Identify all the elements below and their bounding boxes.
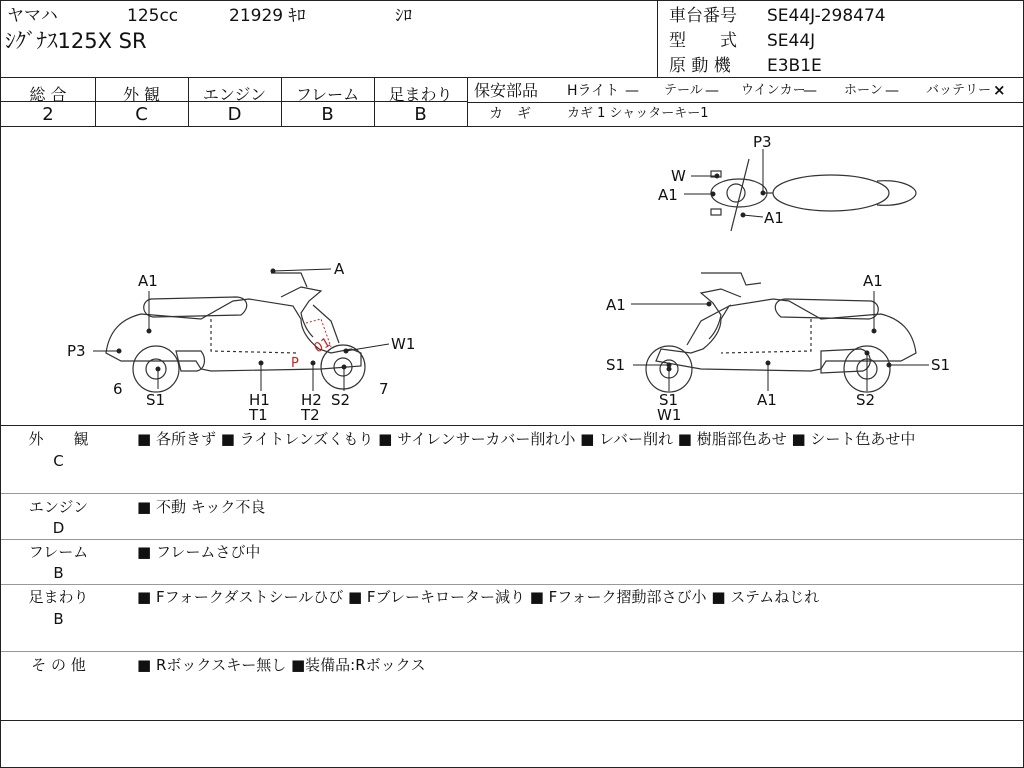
section-grade: B: [53, 610, 64, 628]
type-label: 型 式: [669, 31, 737, 51]
safety-item-tail: テール: [664, 83, 703, 98]
section-text: ■ フレームさび中: [137, 543, 261, 561]
divider: [1, 651, 1023, 652]
safety-item-headlight: Hライト: [567, 83, 620, 99]
grade-title: 外 観: [122, 85, 161, 104]
divider: [1, 77, 1023, 78]
battery-cross-mark: ×: [993, 81, 1006, 99]
damage-diagram: [1, 127, 1023, 425]
safety-label: 保安部品: [474, 81, 539, 100]
label-a1-top-left: A1: [658, 186, 678, 204]
divider: [1, 425, 1023, 426]
label-a1-top-right: A1: [764, 209, 784, 227]
damage-mark-p: P: [291, 356, 299, 371]
label-p3: P3: [67, 342, 86, 360]
section-text: ■ 各所きず ■ ライトレンズくもり ■ サイレンサーカバー削れ小 ■ レバー削れ ■ 樹脂部色あせ ■ シート色あせ中: [137, 430, 916, 448]
section-grade: C: [53, 452, 64, 470]
safety-item-battery: バッテリー: [926, 83, 992, 98]
divider: [1, 539, 1023, 540]
label-s2-right: S2: [856, 391, 876, 409]
label-s1-right-left: S1: [606, 356, 626, 374]
section-text: ■ Fフォークダストシールひび ■ Fブレーキローター減り ■ Fフォーク摺動部さび小 ■ ステムねじれ: [137, 588, 820, 606]
grade-title: フレーム: [295, 85, 360, 104]
label-a1: A1: [138, 272, 158, 290]
divider: [1, 493, 1023, 494]
safety-mark: —: [885, 83, 899, 99]
section-label: 外 観: [28, 430, 89, 448]
safety-item-horn: ホーン: [844, 83, 883, 98]
safety-item-winker: ウインカー: [741, 83, 806, 98]
mileage: 21929 ｷﾛ: [229, 6, 306, 26]
header-divider: [657, 1, 658, 77]
label-t2: T2: [301, 406, 320, 424]
color: ｼﾛ: [395, 6, 412, 26]
grade-value: B: [414, 104, 427, 125]
label-w-top: W: [671, 167, 686, 185]
frame-no-value: SE44J-298474: [767, 6, 886, 26]
section-label: エンジン: [28, 498, 89, 516]
grade-value: C: [135, 104, 148, 125]
frame-no-label: 車台番号: [669, 6, 737, 26]
model-name: ｼｸﾞﾅｽ125X SR: [5, 29, 147, 53]
label-6: 6: [113, 380, 123, 398]
label-s1-right-right: S1: [931, 356, 951, 374]
divider: [467, 102, 1023, 103]
section-label: 足まわり: [28, 588, 89, 606]
label-s1: S1: [146, 391, 166, 409]
maker: ヤマハ: [7, 6, 58, 26]
engine-label: 原 動 機: [669, 56, 731, 76]
label-a1-right-right: A1: [863, 272, 883, 290]
grade-title: エンジン: [202, 85, 267, 104]
safety-mark: —: [705, 83, 719, 99]
label-a: A: [334, 260, 345, 278]
divider: [1, 584, 1023, 585]
grade-value: 2: [42, 104, 54, 125]
displacement: 125cc: [127, 6, 179, 26]
label-7: 7: [379, 380, 389, 398]
key-label: カ ギ: [489, 106, 531, 122]
section-label: フレーム: [28, 543, 89, 561]
label-t1: T1: [249, 406, 268, 424]
type-value: SE44J: [767, 31, 816, 51]
key-value: カギ 1 シャッターキー1: [567, 106, 709, 121]
section-text: ■ Rボックスキー無し ■装備品:Rボックス: [137, 656, 426, 674]
label-s2: S2: [331, 391, 351, 409]
grade-value: D: [227, 104, 242, 125]
engine-value: E3B1E: [767, 56, 822, 76]
divider: [1, 720, 1023, 721]
section-label: そ の 他: [31, 656, 86, 674]
grade-title: 足まわり: [388, 85, 453, 104]
safety-mark: —: [625, 83, 639, 99]
scooter-top-view: [711, 159, 916, 231]
grade-title: 総 合: [29, 85, 67, 104]
label-h2: H2: [301, 391, 322, 409]
grade-value: B: [321, 104, 334, 125]
label-s1-right-mid: S1: [659, 391, 679, 409]
section-grade: B: [53, 564, 64, 582]
section-text: ■ 不動 キック不良: [137, 498, 266, 516]
safety-mark: —: [803, 83, 817, 99]
damage-mark-01: 01: [311, 335, 334, 357]
label-w1-right: W1: [657, 406, 682, 424]
label-h1: H1: [249, 391, 270, 409]
label-w1: W1: [391, 335, 416, 353]
label-a1-right-left: A1: [606, 296, 626, 314]
section-grade: D: [52, 519, 65, 537]
label-p3-top: P3: [753, 133, 772, 151]
label-a1-right-bottom: A1: [757, 391, 777, 409]
